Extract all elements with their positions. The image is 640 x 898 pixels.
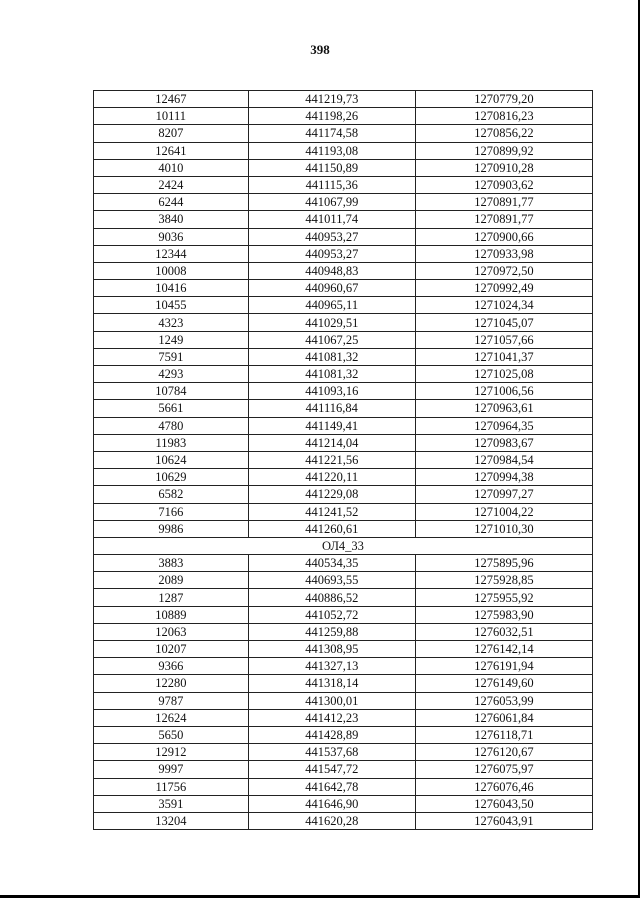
x-coordinate-cell: 441327,13 [248,658,415,675]
point-number-cell: 3840 [94,211,249,228]
section-row [94,537,593,554]
x-coordinate-cell: 441081,32 [248,366,415,383]
y-coordinate-cell: 1276142,14 [415,641,592,658]
point-number-cell: 4323 [94,314,249,331]
point-number-cell: 9997 [94,761,249,778]
y-coordinate-cell: 1275928,85 [415,572,592,589]
point-number-cell: 9787 [94,692,249,709]
point-number-cell: 2089 [94,572,249,589]
page-number: 398 [310,42,330,57]
table-row [94,245,593,262]
table-row [94,503,593,520]
y-coordinate-cell: 1271045,07 [415,314,592,331]
table-body-upper [94,91,593,538]
section-label: ОЛ4_33 [94,537,593,554]
table-row [94,486,593,503]
y-coordinate-cell: 1270903,62 [415,176,592,193]
x-coordinate-cell: 441067,99 [248,194,415,211]
table-row [94,623,593,640]
point-number-cell: 2424 [94,176,249,193]
point-number-cell: 1287 [94,589,249,606]
x-coordinate-cell: 440534,35 [248,555,415,572]
point-number-cell: 10111 [94,108,249,125]
x-coordinate-cell: 441220,11 [248,469,415,486]
x-coordinate-cell: 441029,51 [248,314,415,331]
x-coordinate-cell: 441537,68 [248,744,415,761]
table-row [94,331,593,348]
coordinates-table-wrapper [93,90,593,830]
x-coordinate-cell: 440953,27 [248,245,415,262]
point-number-cell: 3591 [94,795,249,812]
x-coordinate-cell: 441149,41 [248,417,415,434]
x-coordinate-cell: 440693,55 [248,572,415,589]
point-number-cell: 10008 [94,262,249,279]
table-section-header [94,537,593,554]
table-row [94,726,593,743]
table-row [94,692,593,709]
point-number-cell: 7591 [94,348,249,365]
x-coordinate-cell: 441547,72 [248,761,415,778]
x-coordinate-cell: 441241,52 [248,503,415,520]
y-coordinate-cell: 1275983,90 [415,606,592,623]
point-number-cell: 3883 [94,555,249,572]
x-coordinate-cell: 441646,90 [248,795,415,812]
x-coordinate-cell: 441093,16 [248,383,415,400]
table-row [94,709,593,726]
point-number-cell: 11983 [94,434,249,451]
point-number-cell: 4010 [94,159,249,176]
y-coordinate-cell: 1271010,30 [415,520,592,537]
point-number-cell: 12624 [94,709,249,726]
point-number-cell: 12280 [94,675,249,692]
y-coordinate-cell: 1276075,97 [415,761,592,778]
point-number-cell: 12063 [94,623,249,640]
y-coordinate-cell: 1270891,77 [415,211,592,228]
y-coordinate-cell: 1270856,22 [415,125,592,142]
table-row [94,280,593,297]
y-coordinate-cell: 1270992,49 [415,280,592,297]
x-coordinate-cell: 441219,73 [248,91,415,108]
table-row [94,400,593,417]
point-number-cell: 9366 [94,658,249,675]
x-coordinate-cell: 440948,83 [248,262,415,279]
point-number-cell: 9036 [94,228,249,245]
x-coordinate-cell: 440960,67 [248,280,415,297]
y-coordinate-cell: 1271057,66 [415,331,592,348]
table-row [94,262,593,279]
table-row [94,142,593,159]
x-coordinate-cell: 441229,08 [248,486,415,503]
table-row [94,159,593,176]
y-coordinate-cell: 1276118,71 [415,726,592,743]
table-row [94,675,593,692]
x-coordinate-cell: 441642,78 [248,778,415,795]
x-coordinate-cell: 441198,26 [248,108,415,125]
y-coordinate-cell: 1276191,94 [415,658,592,675]
coordinates-table [93,90,593,830]
point-number-cell: 10207 [94,641,249,658]
x-coordinate-cell: 441116,84 [248,400,415,417]
y-coordinate-cell: 1270900,66 [415,228,592,245]
x-coordinate-cell: 441193,08 [248,142,415,159]
x-coordinate-cell: 441260,61 [248,520,415,537]
x-coordinate-cell: 441620,28 [248,812,415,829]
table-row [94,297,593,314]
point-number-cell: 7166 [94,503,249,520]
table-row [94,520,593,537]
table-row [94,795,593,812]
point-number-cell: 12641 [94,142,249,159]
x-coordinate-cell: 441067,25 [248,331,415,348]
y-coordinate-cell: 1276043,91 [415,812,592,829]
y-coordinate-cell: 1270933,98 [415,245,592,262]
table-body-lower [94,555,593,830]
y-coordinate-cell: 1276076,46 [415,778,592,795]
table-row [94,348,593,365]
y-coordinate-cell: 1276061,84 [415,709,592,726]
table-row [94,383,593,400]
x-coordinate-cell: 441150,89 [248,159,415,176]
y-coordinate-cell: 1270972,50 [415,262,592,279]
point-number-cell: 10416 [94,280,249,297]
y-coordinate-cell: 1276043,50 [415,795,592,812]
point-number-cell: 4293 [94,366,249,383]
x-coordinate-cell: 441214,04 [248,434,415,451]
x-coordinate-cell: 441174,58 [248,125,415,142]
x-coordinate-cell: 441011,74 [248,211,415,228]
x-coordinate-cell: 441115,36 [248,176,415,193]
table-row [94,451,593,468]
y-coordinate-cell: 1270899,92 [415,142,592,159]
x-coordinate-cell: 440886,52 [248,589,415,606]
table-row [94,572,593,589]
point-number-cell: 12344 [94,245,249,262]
y-coordinate-cell: 1271025,08 [415,366,592,383]
point-number-cell: 1249 [94,331,249,348]
table-row [94,555,593,572]
point-number-cell: 10889 [94,606,249,623]
point-number-cell: 10624 [94,451,249,468]
y-coordinate-cell: 1270891,77 [415,194,592,211]
table-row [94,469,593,486]
table-row [94,778,593,795]
point-number-cell: 5661 [94,400,249,417]
x-coordinate-cell: 441052,72 [248,606,415,623]
y-coordinate-cell: 1271024,34 [415,297,592,314]
x-coordinate-cell: 441300,01 [248,692,415,709]
table-row [94,176,593,193]
point-number-cell: 9986 [94,520,249,537]
table-row [94,194,593,211]
table-row [94,91,593,108]
table-row [94,812,593,829]
x-coordinate-cell: 441308,95 [248,641,415,658]
table-row [94,314,593,331]
x-coordinate-cell: 440953,27 [248,228,415,245]
point-number-cell: 13204 [94,812,249,829]
y-coordinate-cell: 1271004,22 [415,503,592,520]
y-coordinate-cell: 1276149,60 [415,675,592,692]
table-row [94,366,593,383]
point-number-cell: 10629 [94,469,249,486]
table-row [94,658,593,675]
point-number-cell: 10784 [94,383,249,400]
y-coordinate-cell: 1271041,37 [415,348,592,365]
y-coordinate-cell: 1270983,67 [415,434,592,451]
table-row [94,606,593,623]
point-number-cell: 10455 [94,297,249,314]
point-number-cell: 5650 [94,726,249,743]
table-row [94,417,593,434]
y-coordinate-cell: 1270816,23 [415,108,592,125]
table-row [94,589,593,606]
point-number-cell: 6244 [94,194,249,211]
y-coordinate-cell: 1271006,56 [415,383,592,400]
y-coordinate-cell: 1275955,92 [415,589,592,606]
x-coordinate-cell: 441259,88 [248,623,415,640]
point-number-cell: 11756 [94,778,249,795]
table-row [94,228,593,245]
table-row [94,434,593,451]
table-row [94,125,593,142]
point-number-cell: 12912 [94,744,249,761]
table-row [94,761,593,778]
y-coordinate-cell: 1270964,35 [415,417,592,434]
x-coordinate-cell: 441318,14 [248,675,415,692]
y-coordinate-cell: 1276032,51 [415,623,592,640]
y-coordinate-cell: 1275895,96 [415,555,592,572]
table-row [94,744,593,761]
x-coordinate-cell: 441412,23 [248,709,415,726]
table-row [94,211,593,228]
y-coordinate-cell: 1270910,28 [415,159,592,176]
y-coordinate-cell: 1270963,61 [415,400,592,417]
y-coordinate-cell: 1276120,67 [415,744,592,761]
table-row [94,641,593,658]
point-number-cell: 6582 [94,486,249,503]
point-number-cell: 4780 [94,417,249,434]
y-coordinate-cell: 1270997,27 [415,486,592,503]
point-number-cell: 12467 [94,91,249,108]
y-coordinate-cell: 1270779,20 [415,91,592,108]
y-coordinate-cell: 1276053,99 [415,692,592,709]
point-number-cell: 8207 [94,125,249,142]
y-coordinate-cell: 1270994,38 [415,469,592,486]
x-coordinate-cell: 441428,89 [248,726,415,743]
y-coordinate-cell: 1270984,54 [415,451,592,468]
x-coordinate-cell: 440965,11 [248,297,415,314]
x-coordinate-cell: 441081,32 [248,348,415,365]
x-coordinate-cell: 441221,56 [248,451,415,468]
table-row [94,108,593,125]
